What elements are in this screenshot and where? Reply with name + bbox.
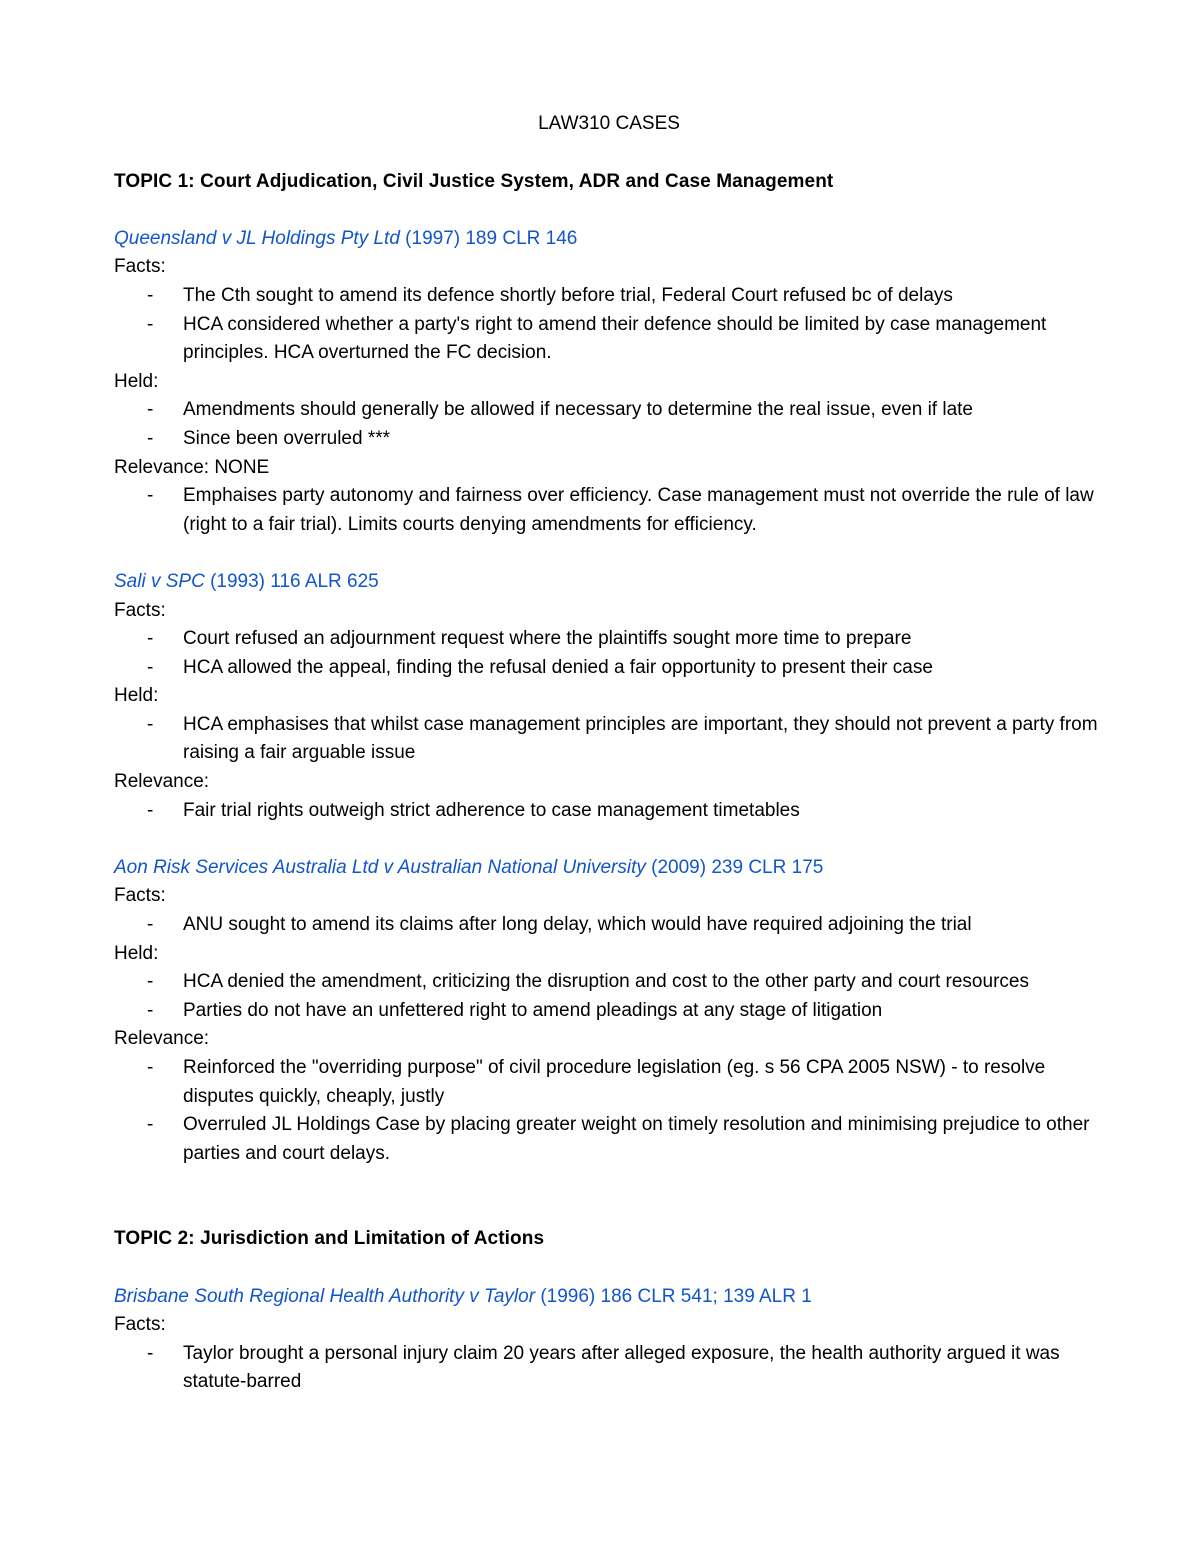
topic-heading: TOPIC 2: Jurisdiction and Limitation of Actions bbox=[114, 1228, 545, 1250]
bullet-dash: - bbox=[147, 628, 154, 650]
point-text: ANU sought to amend its claims after long delay, which would have required adjoining the trial bbox=[183, 914, 972, 936]
point-text: Fair trial rights outweigh strict adherence to case management timetables bbox=[183, 799, 800, 821]
topic-heading: TOPIC 1: Court Adjudication, Civil Justice System, ADR and Case Management bbox=[114, 170, 834, 192]
bullet-list bbox=[114, 911, 1104, 940]
point-text: Overruled JL Holdings Case by placing greater weight on timely resolution and minimising prejudice to other parties and court delays. bbox=[183, 1114, 1090, 1164]
bullet-dash: - bbox=[147, 914, 154, 936]
point-text: HCA denied the amendment, criticizing the disruption and cost to the other party and court resources bbox=[183, 971, 1029, 993]
bullet-dash: - bbox=[147, 799, 154, 821]
point-text: Parties do not have an unfettered right to amend pleadings at any stage of litigation bbox=[183, 999, 883, 1021]
list-item bbox=[114, 1054, 1104, 1111]
bullet-dash: - bbox=[147, 427, 154, 449]
list-item bbox=[114, 425, 1104, 454]
bullet-dash: - bbox=[147, 313, 154, 335]
list-item bbox=[114, 997, 1104, 1026]
bullet-dash: - bbox=[147, 284, 154, 306]
list-item bbox=[114, 1111, 1104, 1168]
case-entry bbox=[114, 225, 1104, 540]
section-label: Held: bbox=[114, 370, 159, 392]
case-title bbox=[114, 854, 1104, 883]
list-item bbox=[114, 968, 1104, 997]
bullet-dash: - bbox=[147, 1342, 154, 1364]
bullet-dash: - bbox=[147, 999, 154, 1021]
section-label: Facts: bbox=[114, 1314, 166, 1336]
case-entry bbox=[114, 854, 1104, 1169]
case-name: Sali v SPC bbox=[114, 570, 205, 592]
list-item bbox=[114, 911, 1104, 940]
bullet-dash: - bbox=[147, 485, 154, 507]
point-text: Amendments should generally be allowed if necessary to determine the real issue, even if late bbox=[183, 399, 973, 421]
section-label: Held: bbox=[114, 942, 159, 964]
case-entry bbox=[114, 1283, 1104, 1397]
list-item bbox=[114, 396, 1104, 425]
case-citation: (2009) 239 CLR 175 bbox=[645, 856, 824, 878]
bullet-dash: - bbox=[147, 399, 154, 421]
list-item bbox=[114, 797, 1104, 826]
section-label: Facts: bbox=[114, 599, 166, 621]
point-text: HCA allowed the appeal, finding the refusal denied a fair opportunity to present their case bbox=[183, 656, 933, 678]
point-text: Court refused an adjournment request where the plaintiffs sought more time to prepare bbox=[183, 628, 912, 650]
document-page bbox=[114, 110, 1104, 1426]
section-label: Facts: bbox=[114, 256, 166, 278]
bullet-list bbox=[114, 625, 1104, 682]
bullet-list bbox=[114, 482, 1104, 539]
case-name: Aon Risk Services Australia Ltd v Australian National University bbox=[114, 856, 646, 878]
case-citation: (1997) 189 CLR 146 bbox=[399, 227, 578, 249]
list-item bbox=[114, 311, 1104, 368]
point-text: Reinforced the "overriding purpose" of civil procedure legislation (eg. s 56 CPA 2005 NSW) - to resolve disputes quickly, cheaply, justly bbox=[183, 1057, 1046, 1107]
list-item bbox=[114, 654, 1104, 683]
bullet-list bbox=[114, 282, 1104, 368]
topic-1 bbox=[114, 168, 1104, 1169]
case-entry bbox=[114, 568, 1104, 825]
case-name: Brisbane South Regional Health Authority v Taylor bbox=[114, 1285, 536, 1307]
bullet-dash: - bbox=[147, 1057, 154, 1078]
bullet-dash: - bbox=[147, 1114, 154, 1136]
bullet-list bbox=[114, 711, 1104, 768]
section-label: Facts: bbox=[114, 885, 166, 907]
bullet-list bbox=[114, 797, 1104, 826]
case-citation: (1996) 186 CLR 541; 139 ALR 1 bbox=[535, 1285, 812, 1307]
case-title bbox=[114, 225, 1104, 254]
list-item bbox=[114, 625, 1104, 654]
case-title bbox=[114, 568, 1104, 597]
list-item bbox=[114, 282, 1104, 311]
bullet-list bbox=[114, 968, 1104, 1025]
bullet-dash: - bbox=[147, 656, 154, 678]
point-text: Emphaises party autonomy and fairness over efficiency. Case management must not override the rule of law (right to a fair trial). Limits courts denying amendments for efficiency. bbox=[183, 485, 1094, 535]
point-text: Since been overruled *** bbox=[183, 427, 391, 449]
bullet-dash: - bbox=[147, 713, 154, 735]
point-text: HCA emphasises that whilst case management principles are important, they should not prevent a party from raising a fair arguable issue bbox=[183, 713, 1098, 764]
topic-2 bbox=[114, 1225, 1104, 1397]
case-citation: (1993) 116 ALR 625 bbox=[204, 570, 379, 592]
point-text: HCA considered whether a party's right to amend their defence should be limited by case management principles. HCA overturned the FC decision. bbox=[183, 313, 1047, 364]
case-name: Queensland v JL Holdings Pty Ltd bbox=[114, 227, 400, 249]
section-label: Relevance: NONE bbox=[114, 456, 270, 478]
bullet-dash: - bbox=[147, 971, 154, 993]
document-title: LAW310 CASES bbox=[538, 113, 680, 134]
section-label: Held: bbox=[114, 685, 159, 707]
bullet-list bbox=[114, 1054, 1104, 1168]
section-label: Relevance: bbox=[114, 771, 210, 793]
point-text: The Cth sought to amend its defence shortly before trial, Federal Court refused bc of delays bbox=[183, 284, 953, 306]
list-item bbox=[114, 711, 1104, 768]
list-item bbox=[114, 482, 1104, 539]
case-title bbox=[114, 1283, 1104, 1312]
section-label: Relevance: bbox=[114, 1028, 210, 1050]
point-text: Taylor brought a personal injury claim 20 years after alleged exposure, the health authority argued it was statute-barred bbox=[183, 1342, 1060, 1393]
bullet-list bbox=[114, 1340, 1104, 1397]
bullet-list bbox=[114, 396, 1104, 453]
list-item bbox=[114, 1340, 1104, 1397]
